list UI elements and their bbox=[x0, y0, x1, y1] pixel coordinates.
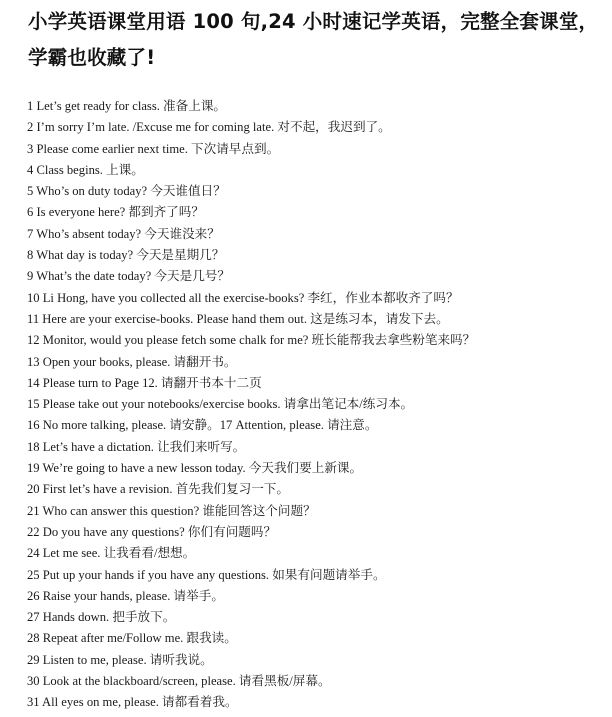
phrase-line: 15 Please take out your notebooks/exercise books. 请拿出笔记本/练习本。 bbox=[27, 397, 414, 412]
phrase-line: 9 What’s the date today? 今天是几号？ bbox=[27, 269, 230, 284]
phrase-line: 8 What day is today? 今天是星期几？ bbox=[27, 248, 225, 263]
phrase-line: 19 We’re going to have a new lesson today. 今天我们要上新课。 bbox=[27, 461, 363, 476]
article-title-line-2: 学霸也收藏了! bbox=[28, 46, 156, 69]
phrase-line: 16 No more talking, please. 请安静。17 Attention, please. 请注意。 bbox=[27, 418, 378, 433]
phrase-line: 1 Let’s get ready for class. 准备上课。 bbox=[27, 99, 227, 113]
phrase-line: 5 Who’s on duty today? 今天谁值日？ bbox=[27, 184, 226, 199]
phrase-line: 10 Li Hong, have you collected all the exercise-books? 李红，作业本都收齐了吗？ bbox=[27, 290, 459, 305]
phrase-line: 26 Raise your hands, please. 请举手。 bbox=[27, 588, 224, 603]
phrase-line: 7 Who’s absent today? 今天谁没来？ bbox=[27, 226, 220, 241]
phrase-line: 18 Let’s have a dictation. 让我们来听写。 bbox=[27, 439, 246, 454]
phrase-line: 13 Open your books, please. 请翻开书。 bbox=[27, 354, 237, 369]
phrase-line: 20 First let’s have a revision. 首先我们复习一下。 bbox=[27, 482, 289, 497]
phrase-line: 11 Here are your exercise-books. Please hand them out. 这是练习本，请发下去。 bbox=[27, 311, 449, 326]
phrase-line: 3 Please come earlier next time. 下次请早点到。 bbox=[27, 141, 280, 156]
phrase-line: 12 Monitor, would you please fetch some chalk for me? 班长能帮我去拿些粉笔来吗？ bbox=[27, 333, 476, 348]
phrase-line: 24 Let me see. 让我看看/想想。 bbox=[27, 546, 196, 561]
phrase-line: 2 I’m sorry I’m late. /Excuse me for coming late. 对不起，我迟到了。 bbox=[27, 120, 391, 135]
phrase-line: 21 Who can answer this question? 谁能回答这个问题？ bbox=[27, 503, 316, 518]
phrase-line: 14 Please turn to Page 12. 请翻开书本十二页 bbox=[27, 375, 262, 390]
phrase-line: 30 Look at the blackboard/screen, please. 请看黑板/屏幕。 bbox=[27, 674, 331, 689]
phrase-line: 31 All eyes on me, please. 请都看着我。 bbox=[27, 695, 238, 710]
phrase-list bbox=[27, 96, 607, 714]
phrase-line: 22 Do you have any questions? 你们有问题吗？ bbox=[27, 524, 277, 539]
phrase-line: 27 Hands down. 把手放下。 bbox=[27, 610, 176, 625]
phrase-line: 29 Listen to me, please. 请听我说。 bbox=[27, 652, 213, 667]
phrase-line: 28 Repeat after me/Follow me. 跟我读。 bbox=[27, 631, 237, 646]
phrase-line: 6 Is everyone here? 都到齐了吗？ bbox=[27, 205, 204, 220]
phrase-line: 25 Put up your hands if you have any questions. 如果有问题请举手。 bbox=[27, 567, 386, 582]
article-title-line-1: 小学英语课堂用语 100 句,24 小时速记学英语，完整全套课堂， bbox=[28, 10, 599, 33]
phrase-line: 4 Class begins. 上课。 bbox=[27, 162, 144, 177]
